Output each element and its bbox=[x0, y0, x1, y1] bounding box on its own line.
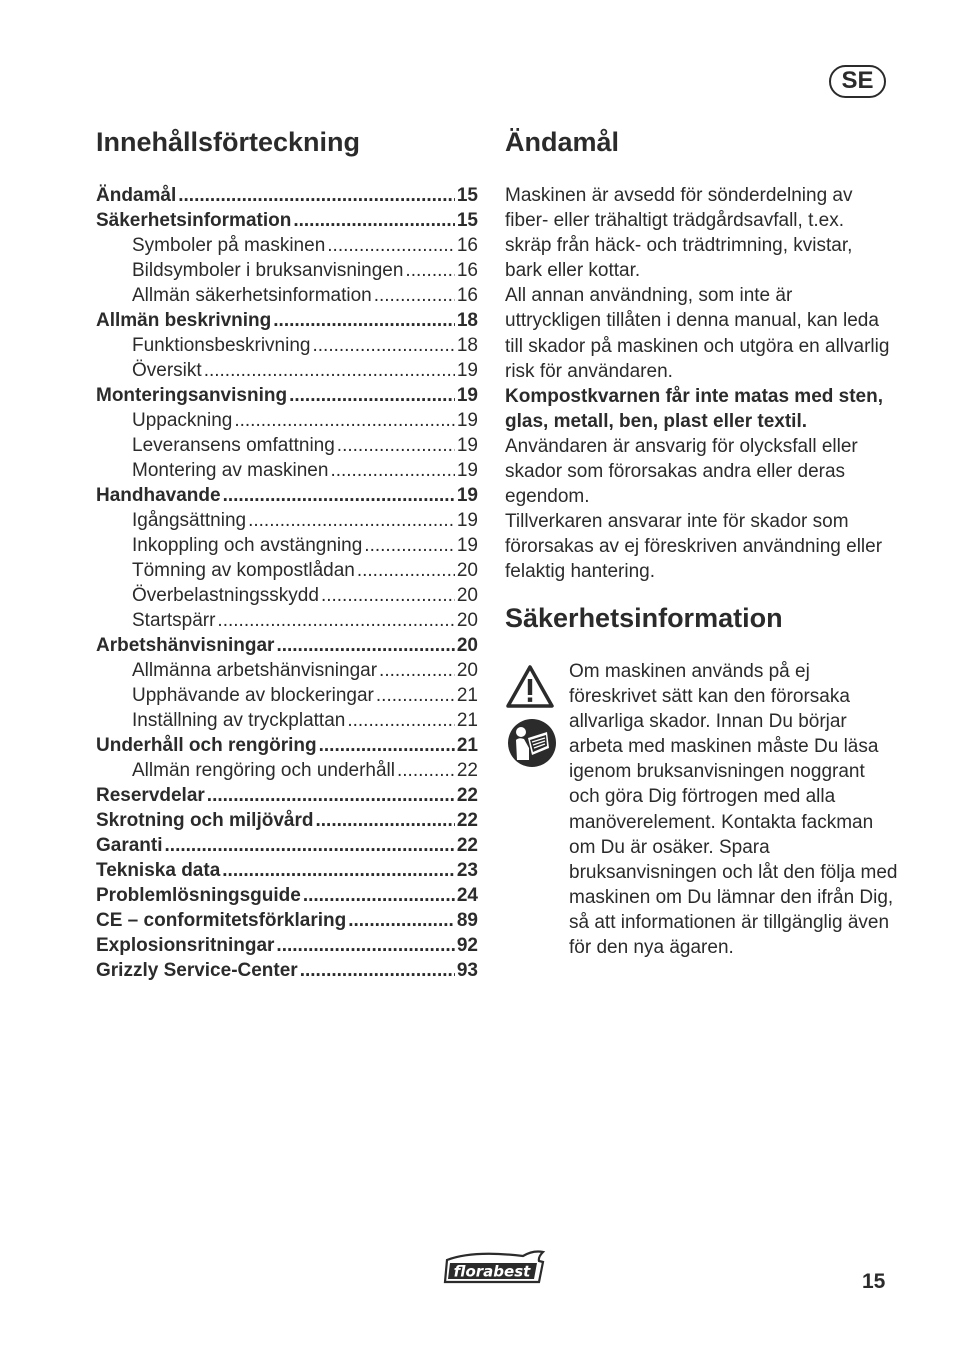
toc-entry-label: Arbetshänvisningar bbox=[96, 635, 275, 656]
toc-leader-dots bbox=[312, 333, 454, 358]
toc-leader-dots bbox=[315, 808, 454, 833]
toc-entry bbox=[96, 233, 478, 258]
toc-entry-label: Grizzly Service-Center bbox=[96, 960, 298, 981]
toc-leader-dots bbox=[303, 883, 455, 908]
toc-leader-dots bbox=[397, 758, 455, 783]
toc-entry-page: 16 bbox=[456, 260, 478, 281]
page-number: 15 bbox=[862, 1270, 886, 1293]
toc-leader-dots bbox=[327, 233, 455, 258]
toc-leader-dots bbox=[276, 933, 454, 958]
toc-leader-dots bbox=[276, 633, 454, 658]
toc-entry bbox=[96, 583, 478, 608]
toc-entry bbox=[96, 508, 478, 533]
toc-entry-label: Allmän rengöring och underhåll bbox=[132, 760, 395, 781]
toc-entry-page: 20 bbox=[456, 585, 478, 606]
toc-entry-label: Montering av maskinen bbox=[132, 460, 329, 481]
table-of-contents bbox=[96, 183, 478, 983]
toc-entry-label: Tekniska data bbox=[96, 860, 221, 881]
toc-entry bbox=[96, 858, 478, 883]
toc-entry-page: 15 bbox=[456, 185, 478, 206]
toc-entry-page: 20 bbox=[456, 660, 478, 681]
toc-leader-dots bbox=[289, 383, 455, 408]
toc-entry bbox=[96, 808, 478, 833]
toc-leader-dots bbox=[319, 733, 455, 758]
toc-entry-page: 19 bbox=[456, 360, 478, 381]
toc-entry-label: Problemlösningsguide bbox=[96, 885, 301, 906]
toc-entry bbox=[96, 483, 478, 508]
toc-entry bbox=[96, 708, 478, 733]
purpose-paragraph: Användaren är ansvarig för olycksfall eller skador som förorsakas andra eller deras egendom. bbox=[505, 435, 858, 508]
toc-entry bbox=[96, 783, 478, 808]
toc-entry bbox=[96, 283, 478, 308]
safety-paragraph: Om maskinen används på ej föreskrivet sätt kan den förorsaka allvarliga skador. Innan Du börjar arbeta med maskinen måste Du läsa igenom bruksanvisningen noggrant och göra Dig förtrogen med alla manöverelement. Kontakta fackman om Du är osäker. Spara bruksanvisningen och låt den följa med maskinen om Du lämnar den ifrån Dig, så att informationen är tillgänglig även för den nya ägaren. bbox=[569, 661, 898, 959]
toc-entry-page: 19 bbox=[456, 385, 478, 406]
toc-entry-label: Allmänna arbetshänvisningar bbox=[132, 660, 378, 681]
toc-entry bbox=[96, 208, 478, 233]
toc-entry-page: 19 bbox=[456, 460, 478, 481]
warning-triangle-icon bbox=[505, 664, 555, 709]
toc-entry-label: Igångsättning bbox=[132, 510, 247, 531]
toc-entry-page: 21 bbox=[456, 685, 478, 706]
toc-entry bbox=[96, 333, 478, 358]
toc-entry-page: 24 bbox=[456, 885, 478, 906]
toc-entry-page: 21 bbox=[456, 735, 478, 756]
toc-leader-dots bbox=[204, 358, 455, 383]
toc-leader-dots bbox=[374, 283, 455, 308]
toc-leader-dots bbox=[165, 833, 455, 858]
toc-entry-page: 18 bbox=[456, 310, 478, 331]
toc-leader-dots bbox=[300, 958, 455, 983]
toc-leader-dots bbox=[178, 183, 455, 208]
toc-entry-page: 19 bbox=[456, 410, 478, 431]
toc-entry bbox=[96, 658, 478, 683]
toc-entry bbox=[96, 833, 478, 858]
toc-entry-page: 19 bbox=[456, 535, 478, 556]
toc-leader-dots bbox=[337, 433, 455, 458]
toc-entry bbox=[96, 533, 478, 558]
toc-entry bbox=[96, 933, 478, 958]
purpose-text bbox=[505, 183, 893, 585]
toc-entry bbox=[96, 258, 478, 283]
toc-entry bbox=[96, 558, 478, 583]
toc-entry-page: 21 bbox=[456, 710, 478, 731]
toc-entry-page: 93 bbox=[456, 960, 478, 981]
toc-entry-page: 22 bbox=[456, 835, 478, 856]
toc-entry-page: 19 bbox=[456, 435, 478, 456]
toc-leader-dots bbox=[348, 908, 455, 933]
toc-entry bbox=[96, 683, 478, 708]
toc-entry bbox=[96, 633, 478, 658]
toc-entry-page: 89 bbox=[456, 910, 478, 931]
toc-entry-label: Uppackning bbox=[132, 410, 233, 431]
toc-entry bbox=[96, 908, 478, 933]
toc-entry-page: 23 bbox=[456, 860, 478, 881]
toc-entry bbox=[96, 308, 478, 333]
toc-entry-label: CE – conformitetsförklaring bbox=[96, 910, 347, 931]
toc-entry-label: Översikt bbox=[132, 360, 202, 381]
toc-entry-page: 22 bbox=[456, 785, 478, 806]
toc-entry bbox=[96, 358, 478, 383]
toc-title: Innehållsförteckning bbox=[96, 127, 361, 157]
toc-entry-page: 92 bbox=[456, 935, 478, 956]
toc-entry-label: Underhåll och rengöring bbox=[96, 735, 317, 756]
toc-leader-dots bbox=[376, 683, 455, 708]
toc-leader-dots bbox=[364, 533, 455, 558]
toc-entry-page: 16 bbox=[456, 235, 478, 256]
toc-entry-page: 19 bbox=[456, 485, 478, 506]
toc-entry-label: Tömning av kompostlådan bbox=[132, 560, 355, 581]
toc-entry-page: 20 bbox=[456, 560, 478, 581]
toc-leader-dots bbox=[223, 483, 455, 508]
purpose-paragraph: All annan användning, som inte är uttryckligen tillåten i denna manual, kan leda till skador på maskinen och utgöra en allvarlig risk för användaren. bbox=[505, 285, 890, 382]
toc-entry bbox=[96, 383, 478, 408]
toc-entry-label: Leveransens omfattning bbox=[132, 435, 335, 456]
toc-leader-dots bbox=[234, 408, 455, 433]
read-manual-icon bbox=[507, 718, 557, 768]
toc-entry-page: 22 bbox=[456, 810, 478, 831]
toc-entry-label: Överbelastningsskydd bbox=[132, 585, 319, 606]
toc-entry bbox=[96, 758, 478, 783]
purpose-paragraph: Maskinen är avsedd för sönderdelning av fiber- eller trähaltigt trädgårdsavfall, t.ex. skräp från häck- och trädtrimning, kvistar, bark eller kottar. bbox=[505, 185, 853, 282]
toc-entry-page: 18 bbox=[456, 335, 478, 356]
toc-entry bbox=[96, 608, 478, 633]
safety-title: Säkerhetsinformation bbox=[505, 603, 783, 633]
toc-leader-dots bbox=[207, 783, 455, 808]
toc-entry-label: Allmän säkerhetsinformation bbox=[132, 285, 372, 306]
toc-entry bbox=[96, 883, 478, 908]
toc-entry bbox=[96, 408, 478, 433]
toc-entry-label: Garanti bbox=[96, 835, 163, 856]
toc-entry-label: Explosionsritningar bbox=[96, 935, 275, 956]
toc-leader-dots bbox=[217, 608, 454, 633]
toc-entry-page: 20 bbox=[456, 635, 478, 656]
toc-entry-label: Symboler på maskinen bbox=[132, 235, 326, 256]
toc-entry-label: Startspärr bbox=[132, 610, 216, 631]
toc-entry bbox=[96, 433, 478, 458]
toc-leader-dots bbox=[321, 583, 455, 608]
toc-entry-label: Reservdelar bbox=[96, 785, 205, 806]
toc-entry-label: Inkoppling och avstängning bbox=[132, 535, 363, 556]
purpose-warning: Kompostkvarnen får inte matas med sten, glas, metall, ben, plast eller textil. bbox=[505, 385, 883, 432]
toc-entry bbox=[96, 958, 478, 983]
toc-leader-dots bbox=[405, 258, 454, 283]
toc-leader-dots bbox=[379, 658, 455, 683]
toc-leader-dots bbox=[347, 708, 455, 733]
language-badge: SE bbox=[829, 65, 886, 98]
toc-leader-dots bbox=[248, 508, 455, 533]
toc-entry-label: Inställning av tryckplattan bbox=[132, 710, 346, 731]
toc-entry-label: Bildsymboler i bruksanvisningen bbox=[132, 260, 404, 281]
toc-entry-label: Handhavande bbox=[96, 485, 221, 506]
toc-entry bbox=[96, 458, 478, 483]
toc-entry-label: Ändamål bbox=[96, 185, 177, 206]
toc-entry-label: Funktionsbeskrivning bbox=[132, 335, 311, 356]
toc-entry bbox=[96, 733, 478, 758]
toc-entry-label: Allmän beskrivning bbox=[96, 310, 272, 331]
brand-wordmark: florabest bbox=[453, 1262, 531, 1281]
toc-entry-page: 20 bbox=[456, 610, 478, 631]
toc-leader-dots bbox=[330, 458, 454, 483]
toc-leader-dots bbox=[222, 858, 455, 883]
toc-entry-label: Upphävande av blockeringar bbox=[132, 685, 374, 706]
toc-entry-label: Monteringsanvisning bbox=[96, 385, 288, 406]
toc-entry bbox=[96, 183, 478, 208]
toc-leader-dots bbox=[357, 558, 455, 583]
toc-entry-page: 16 bbox=[456, 285, 478, 306]
florabest-logo bbox=[443, 1248, 547, 1286]
toc-leader-dots bbox=[293, 208, 455, 233]
toc-entry-page: 15 bbox=[456, 210, 478, 231]
toc-entry-page: 19 bbox=[456, 510, 478, 531]
safety-text bbox=[569, 659, 899, 960]
toc-entry-page: 22 bbox=[456, 760, 478, 781]
toc-entry-label: Säkerhetsinformation bbox=[96, 210, 292, 231]
purpose-paragraph: Tillverkaren ansvarar inte för skador som förorsakas av ej föreskriven användning eller felaktig hantering. bbox=[505, 511, 883, 583]
toc-entry-label: Skrotning och miljövård bbox=[96, 810, 314, 831]
purpose-title: Ändamål bbox=[505, 127, 620, 157]
toc-leader-dots bbox=[273, 308, 455, 333]
